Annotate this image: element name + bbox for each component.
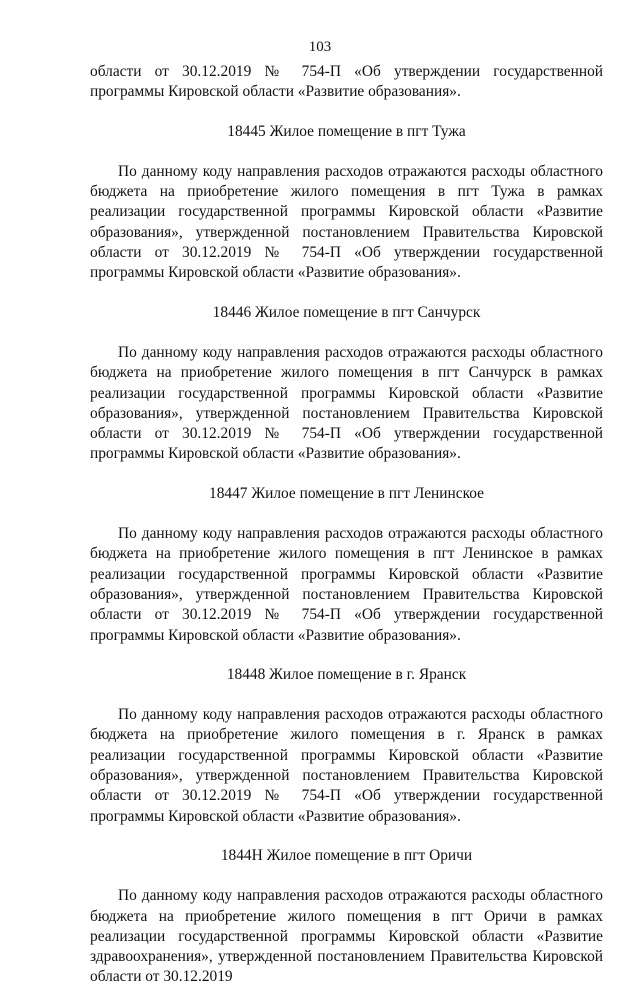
page-number: 103 <box>308 39 332 55</box>
section-1844n <box>90 846 603 988</box>
section-paragraph: По данному коду направления расходов отражаются расходы областного бюджета на приобретение жилого помещения в пгт Оричи в рамках реализации государственной программы Кировской области «Развитие здравоохранения», утвержденной постановлением Правительства Кировской области от 30.12.2019 <box>90 887 603 986</box>
section-heading: 18446 Жилое помещение в пгт Санчурск <box>212 303 481 321</box>
section-18447 <box>90 484 603 646</box>
page-content <box>90 62 603 988</box>
continuation-paragraph: области от 30.12.2019 № 754-П «Об утверждении государственной программы Кировской области «Развитие образования». <box>90 63 603 101</box>
section-18446 <box>90 303 603 465</box>
section-paragraph: По данному коду направления расходов отражаются расходы областного бюджета на приобретение жилого помещения в пгт Тужа в рамках реализации государственной программы Кировской области «Развитие образования», утвержденной постановлением Правительства Кировской области от 30.12.2019 № 754-П «Об утверждении государственной программы Кировской области «Развитие образования». <box>90 162 603 282</box>
section-heading: 18448 Жилое помещение в г. Яранск <box>226 665 467 683</box>
section-18445 <box>90 122 603 284</box>
section-paragraph: По данному коду направления расходов отражаются расходы областного бюджета на приобретение жилого помещения в пгт Ленинское в рамках реализации государственной программы Кировской области «Развитие образования», утвержденной постановлением Правительства Кировской области от 30.12.2019 № 754-П «Об утверждении государственной программы Кировской области «Развитие образования». <box>90 525 603 644</box>
section-heading: 1844Н Жилое помещение в пгт Оричи <box>220 846 473 864</box>
section-heading: 18447 Жилое помещение в пгт Ленинское <box>209 484 484 502</box>
section-heading: 18445 Жилое помещение в пгт Тужа <box>227 122 466 140</box>
section-paragraph: По данному коду направления расходов отражаются расходы областного бюджета на приобретение жилого помещения в пгт Санчурск в рамках реализации государственной программы Кировской области «Развитие образования», утвержденной постановлением Правительства Кировской области от 30.12.2019 № 754-П «Об утверждении государственной программы Кировской области «Развитие образования». <box>90 343 603 463</box>
section-18448 <box>90 665 603 827</box>
section-paragraph: По данному коду направления расходов отражаются расходы областного бюджета на приобретение жилого помещения в г. Яранск в рамках реализации государственной программы Кировской области «Развитие образования», утвержденной постановлением Правительства Кировской области от 30.12.2019 № 754-П «Об утверждении государственной программы Кировской области «Развитие образования». <box>90 706 603 825</box>
